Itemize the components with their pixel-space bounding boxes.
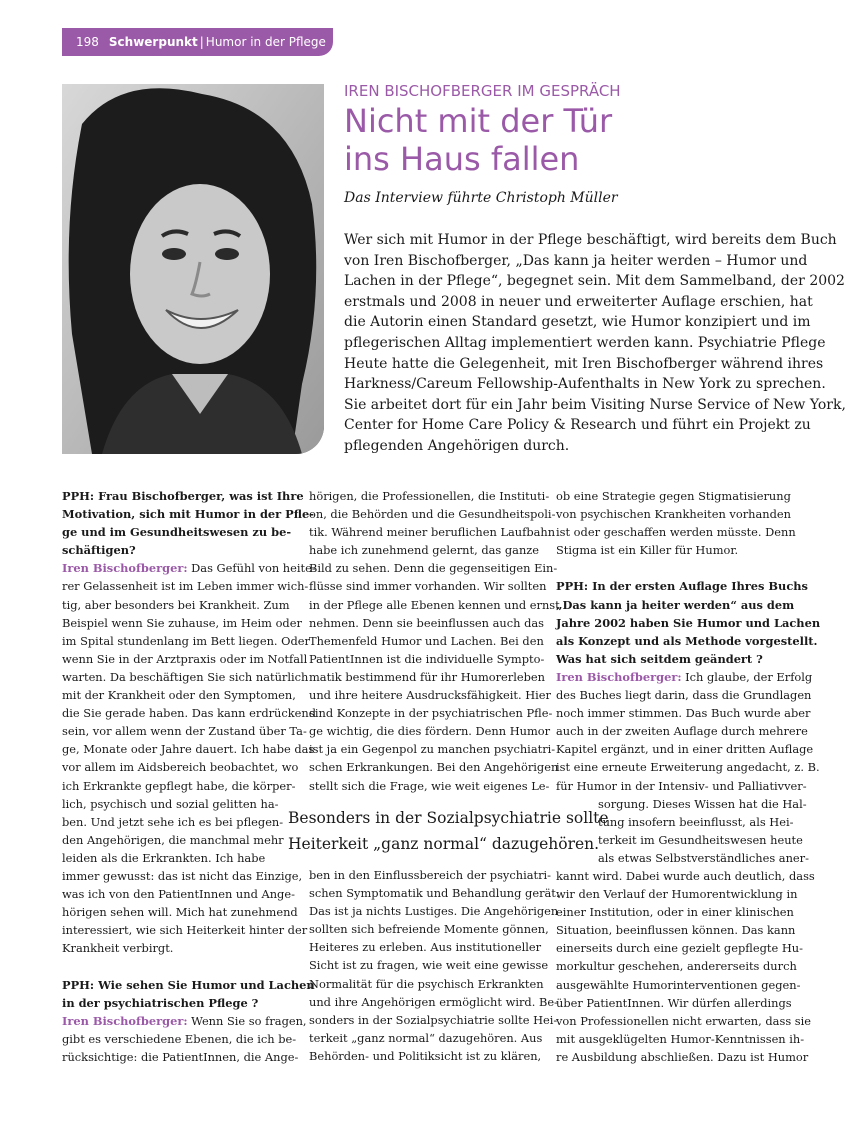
answer-line: von Professionellen nicht erwarten, dass sie	[556, 1013, 812, 1028]
section-label: Schwerpunkt	[108, 35, 198, 49]
question-line: Jahre 2002 haben Sie Humor und Lachen	[556, 615, 821, 630]
body-line: Das ist ja nichts Lustiges. Die Angehörigen	[309, 904, 559, 919]
question-line: PPH: Frau Bischofberger, was ist Ihre	[62, 489, 304, 503]
spacer	[556, 559, 788, 577]
body-line: hörigen, die Professionellen, die Instituti-	[309, 489, 550, 503]
title-line: Nicht mit der Tür	[344, 102, 613, 140]
body-line: flüsse sind immer vorhanden. Wir sollten	[309, 579, 547, 594]
answer-line: ben. Und jetzt sehe ich es bei pflegen-	[62, 814, 284, 829]
text-column-2	[309, 487, 560, 795]
speaker-name: Iren Bischofberger:	[556, 669, 682, 684]
body-line: Stigma ist ein Killer für Humor.	[556, 543, 739, 558]
answer-line: wir den Verlauf der Humorentwicklung in	[556, 887, 798, 902]
body-line: stellt sich die Frage, wie weit eigenes Le-	[309, 778, 550, 793]
answer-line: als etwas Selbstverständliches aner-	[598, 850, 809, 865]
answer-line: rer Gelassenheit ist im Leben immer wich-	[62, 579, 309, 594]
intro-line: von Iren Bischofberger, „Das kann ja heiter werden – Humor und	[344, 252, 808, 269]
answer-line: einer Institution, oder in einer klinischen	[556, 905, 794, 920]
question-line: Motivation, sich mit Humor in der Pfle-	[62, 507, 314, 522]
answer-line: sein, vor allem wenn der Zustand über Ta-	[62, 724, 307, 739]
body-line: von psychischen Krankheiten vorhanden	[556, 507, 791, 522]
answer-line: vor allem im Aidsbereich beobachtet, wo	[62, 760, 299, 775]
answer-line	[62, 1012, 307, 1030]
body-line: matik bestimmend für ihr Humorerleben	[309, 669, 545, 684]
text-column-1	[62, 487, 317, 1066]
body-line: Bild zu sehen. Denn die gegenseitigen Ein-	[309, 561, 558, 576]
question-line: ge und im Gesundheitswesen zu be-	[62, 525, 292, 540]
intro-line: Center for Home Care Policy & Research und führt ein Projekt zu	[344, 417, 811, 434]
question-line: „Das kann ja heiter werden“ aus dem	[556, 597, 795, 612]
answer-line: immer gewusst: das ist nicht das Einzige,	[62, 868, 303, 883]
interview-question	[62, 487, 314, 559]
pull-quote-line: Heiterkeit „ganz normal“ dazugehören.	[288, 835, 600, 853]
answer-text: Das Gefühl von heite-	[187, 561, 316, 576]
intro-line: die Autorin einen Standard gesetzt, wie Humor konzipiert und im	[344, 314, 811, 331]
intro-paragraph	[344, 230, 846, 457]
question-line: PPH: In der ersten Auflage Ihres Buchs	[556, 579, 808, 594]
body-line: Behörden- und Politiksicht ist zu klären,	[309, 1048, 542, 1063]
answer-line: mit ausgeklügelten Humor-Kenntnissen ih-	[556, 1031, 805, 1046]
answer-line: noch immer stimmen. Das Buch wurde aber	[556, 706, 811, 721]
answer-line: ich Erkrankte gepflegt habe, die körper-	[62, 778, 296, 793]
answer-line	[62, 559, 316, 577]
intro-line: Harkness/Careum Fellowship-Aufenthalts in New York zu sprechen.	[344, 376, 826, 393]
answer-line: einerseits durch eine gezielt gepflegte Hu-	[556, 941, 803, 956]
body-line: ist oder geschaffen werden müsste. Denn	[556, 525, 796, 540]
answer-line: leiden als die Erkrankten. Ich habe	[62, 850, 266, 865]
intro-line: pflegenden Angehörigen durch.	[344, 437, 570, 454]
article-kicker: IREN BISCHOFBERGER IM GESPRÄCH	[344, 82, 621, 100]
answer-text: Ich glaube, der Erfolg	[681, 669, 813, 684]
answer-line: gibt es verschiedene Ebenen, die ich be-	[62, 1031, 297, 1046]
intro-line: erstmals und 2008 in neuer und erweiterter Auflage erschien, hat	[344, 293, 813, 310]
answer-line: wenn Sie in der Arztpraxis oder im Notfall	[62, 651, 308, 666]
speaker-name: Iren Bischofberger:	[62, 1013, 188, 1028]
answer-line: ist eine erneute Erweiterung angedacht, z. B.	[556, 760, 820, 775]
body-line: on, die Behörden und die Gesundheitspoli-	[309, 507, 556, 522]
body-line: Themenfeld Humor und Lachen. Bei den	[309, 633, 544, 648]
answer-line: Beispiel wenn Sie zuhause, im Heim oder	[62, 615, 302, 630]
pull-quote-line: Besonders in der Sozialpsychiatrie sollte	[288, 809, 609, 827]
body-line: sind Konzepte in der psychiatrischen Pfle-	[309, 706, 553, 721]
page-number: 198	[76, 35, 99, 49]
pull-quote	[288, 805, 609, 857]
answer-line: sorgung. Dieses Wissen hat die Hal-	[598, 796, 807, 811]
answer-line: des Buches liegt darin, dass die Grundlagen	[556, 688, 812, 703]
body-line: PatientInnen ist die individuelle Sympto-	[309, 651, 545, 666]
body-line: ist ja ein Gegenpol zu manchen psychiatri-	[309, 742, 556, 757]
body-line: Normalität für die psychisch Erkrankten	[309, 976, 544, 991]
spacer	[62, 957, 294, 975]
speaker-name: Iren Bischofberger:	[62, 561, 188, 576]
running-header	[62, 28, 333, 56]
answer-line: Situation, beeinflussen können. Das kann	[556, 923, 796, 938]
answer-line: hörigen sehen will. Mich hat zunehmend	[62, 905, 298, 920]
body-line: und ihre Angehörigen ermöglicht wird. Be-	[309, 994, 558, 1009]
answer-line: lich, psychisch und sozial gelitten ha-	[62, 796, 279, 811]
answer-line: warten. Da beschäftigen Sie sich natürlich	[62, 669, 309, 684]
question-line: Was hat sich seitdem geändert ?	[556, 651, 763, 666]
answer-line: die Sie gerade haben. Das kann erdrückend	[62, 706, 317, 721]
answer-line: was ich von den PatientInnen und Ange-	[62, 887, 295, 902]
byline: Das Interview führte Christoph Müller	[344, 190, 618, 206]
body-line: terkeit „ganz normal“ dazugehören. Aus	[309, 1030, 543, 1045]
answer-line: re Ausbildung abschließen. Dazu ist Humor	[556, 1049, 809, 1064]
intro-line: Wer sich mit Humor in der Pflege beschäftigt, wird bereits dem Buch	[344, 232, 837, 248]
question-line: PPH: Wie sehen Sie Humor und Lachen	[62, 977, 315, 992]
body-line: Sicht ist zu fragen, wie weit eine gewisse	[309, 958, 549, 973]
answer-line: für Humor in der Intensiv- und Palliativver-	[556, 778, 807, 793]
answer-line: tung insofern beeinflusst, als Hei-	[598, 814, 794, 829]
body-line: sollten sich befreiende Momente gönnen,	[309, 922, 549, 937]
portrait-image	[62, 84, 324, 454]
answer-line: morkultur geschehen, andererseits durch	[556, 959, 797, 974]
answer-text: Wenn Sie so fragen,	[187, 1013, 307, 1028]
article-title	[344, 102, 664, 178]
answer-line: auch in der zweiten Auflage durch mehrere	[556, 724, 808, 739]
answer-line: terkeit im Gesundheitswesen heute	[598, 832, 803, 847]
body-line: habe ich zunehmend gelernt, das ganze	[309, 543, 540, 558]
body-line: schen Erkrankungen. Bei den Angehörigen	[309, 760, 559, 775]
answer-line: ausgewählte Humorinterventionen gegen-	[556, 977, 801, 992]
interview-question	[62, 976, 315, 1012]
answer-line: tig, aber besonders bei Krankheit. Zum	[62, 597, 290, 612]
answer-line: den Angehörigen, die manchmal mehr	[62, 832, 284, 847]
body-line: ge wichtig, die dies fördern. Denn Humor	[309, 724, 551, 739]
answer-line: über PatientInnen. Wir dürfen allerdings	[556, 995, 792, 1010]
body-line: tik. Während meiner beruflichen Laufbahn	[309, 525, 556, 540]
answer-line: Krankheit verbirgt.	[62, 941, 174, 956]
title-line: ins Haus fallen	[344, 140, 580, 178]
body-line: Heiteres zu erleben. Aus institutioneller	[309, 940, 542, 955]
question-line: in der psychiatrischen Pflege ?	[62, 995, 259, 1010]
answer-line: kannt wird. Dabei wurde auch deutlich, dass	[556, 868, 815, 883]
answer-line: Kapitel ergänzt, und in einer dritten Auflage	[556, 742, 814, 757]
body-line: in der Pflege alle Ebenen kennen und ernst	[309, 597, 560, 612]
topic-label: Humor in der Pflege	[205, 35, 326, 49]
interview-question	[556, 577, 821, 667]
intro-line: Sie arbeitet dort für ein Jahr beim Visiting Nurse Service of New York,	[344, 396, 846, 413]
body-line: schen Symptomatik und Behandlung gerät.	[309, 886, 560, 901]
answer-line: ge, Monate oder Jahre dauert. Ich habe das	[62, 742, 315, 757]
body-line: und ihre heitere Ausdrucksfähigkeit. Hier	[309, 688, 551, 703]
body-line: ob eine Strategie gegen Stigmatisierung	[556, 489, 791, 503]
body-line: ben in den Einflussbereich der psychiatri-	[309, 868, 552, 882]
answer-line: im Spital stundenlang im Bett liegen. Oder	[62, 633, 310, 648]
body-line: sonders in der Sozialpsychiatrie sollte Hei-	[309, 1012, 558, 1027]
intro-line: pflegerischen Alltag implementiert werden kann. Psychiatrie Pflege	[344, 334, 826, 351]
portrait-photo	[62, 84, 324, 454]
text-column-2-continued	[309, 866, 560, 1065]
intro-line: Heute hatte die Gelegenheit, mit Iren Bischofberger während ihres	[344, 355, 824, 372]
question-line: als Konzept und als Methode vorgestellt.	[556, 633, 818, 648]
header-separator: |	[199, 35, 204, 49]
answer-line: mit der Krankheit oder den Symptomen,	[62, 688, 296, 703]
intro-line: Lachen in der Pflege“, begegnet sein. Mit dem Sammelband, der 2002	[344, 273, 845, 290]
answer-line: interessiert, wie sich Heiterkeit hinter der	[62, 923, 308, 938]
body-line: nehmen. Denn sie beeinflussen auch das	[309, 615, 545, 630]
question-line: schäftigen?	[62, 543, 136, 558]
answer-line	[556, 668, 813, 686]
answer-line: rücksichtige: die PatientInnen, die Ange-	[62, 1049, 299, 1064]
text-column-3	[556, 487, 821, 1066]
